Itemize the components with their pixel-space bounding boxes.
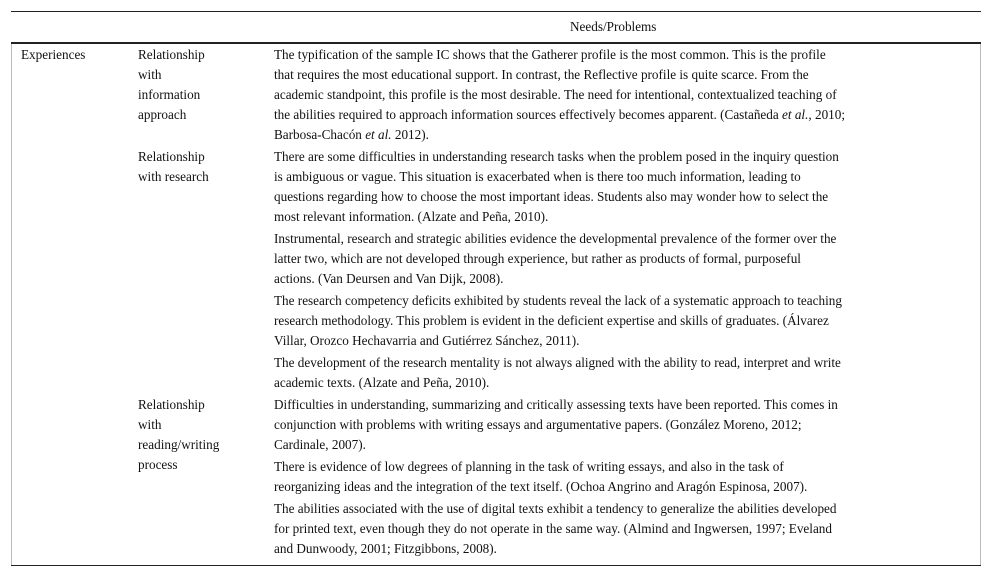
entry-line: actions. (Van Deursen and Van Dijk, 2008).	[274, 271, 504, 286]
entry-line: conjunction with problems with writing essays and argumentative papers. (González Moreno, 2012;	[274, 417, 802, 432]
group-label-line: with	[138, 67, 162, 82]
table-bottom-rule	[11, 565, 981, 566]
group-label-line: approach	[138, 107, 187, 122]
entry-line: academic texts. (Alzate and Peña, 2010).	[274, 375, 490, 390]
entry-line: is ambiguous or vague. This situation is exacerbated when is there too much information, leading to	[274, 169, 801, 184]
group-label-line: Relationship	[138, 397, 205, 412]
entry-line: Barbosa-Chacón et al. 2012).	[274, 127, 429, 142]
table-top-rule	[11, 11, 981, 12]
entry-reading-writing-3	[274, 499, 974, 559]
group-label-line: reading/writing	[138, 437, 220, 452]
entry-line: reorganizing ideas and the integration of the text itself. (Ochoa Angrino and Aragón Espinosa, 2007).	[274, 479, 808, 494]
entry-line: There is evidence of low degrees of planning in the task of writing essays, and also in the task of	[274, 459, 784, 474]
entry-line: the abilities required to approach information sources effectively becomes apparent. (Castañeda et al., 2010;	[274, 107, 846, 122]
entry-line: questions regarding how to choose the most important ideas. Students also may wonder how to select the	[274, 189, 829, 204]
group-label-research	[138, 147, 258, 187]
entry-reading-writing-1	[274, 395, 974, 455]
entry-line: academic standpoint, this profile is the most desirable. The need for intentional, contextualized teaching of	[274, 87, 837, 102]
entry-research-2	[274, 229, 974, 289]
group-label-line: information	[138, 87, 201, 102]
entry-line: for printed text, even though they do not operate in the same way. (Almind and Ingwersen, 1997; Eveland	[274, 521, 832, 536]
entry-line: research methodology. This problem is evident in the deficient expertise and skills of graduates. (Álvarez	[274, 313, 829, 328]
row-label-experiences: Experiences	[21, 47, 86, 62]
entry-information-approach-1	[274, 45, 974, 145]
entry-research-4	[274, 353, 974, 393]
entry-research-3	[274, 291, 974, 351]
entry-line: The research competency deficits exhibited by students reveal the lack of a systematic approach to teaching	[274, 293, 842, 308]
entry-line: Villar, Orozco Hechavarria and Gutiérrez Sánchez, 2011).	[274, 333, 580, 348]
entry-line: The abilities associated with the use of digital texts exhibit a tendency to generalize the abilities developed	[274, 501, 837, 516]
column-header-needs-problems: Needs/Problems	[570, 19, 657, 34]
entry-line: The typification of the sample IC shows that the Gatherer profile is the most common. This is the profile	[274, 47, 826, 62]
entry-line: latter two, which are not developed through experience, but rather as products of formal, purposeful	[274, 251, 801, 266]
group-label-reading-writing	[138, 395, 258, 475]
entry-line: There are some difficulties in understanding research tasks when the problem posed in the inquiry question	[274, 149, 839, 164]
group-label-line: process	[138, 457, 178, 472]
entry-line: Cardinale, 2007).	[274, 437, 366, 452]
entry-research-1	[274, 147, 974, 227]
entry-line: most relevant information. (Alzate and Peña, 2010).	[274, 209, 549, 224]
group-label-line: Relationship	[138, 47, 205, 62]
entry-line: Instrumental, research and strategic abilities evidence the developmental prevalence of the former over the	[274, 231, 837, 246]
entry-line: and Dunwoody, 2001; Fitzgibbons, 2008).	[274, 541, 497, 556]
group-label-line: with research	[138, 169, 209, 184]
group-label-information-approach	[138, 45, 258, 125]
entry-line: The development of the research mentality is not always aligned with the ability to read, interpret and write	[274, 355, 841, 370]
group-label-line: with	[138, 417, 162, 432]
table-left-border	[11, 44, 12, 565]
table-header-rule	[11, 42, 981, 44]
table-right-border	[980, 44, 981, 565]
entry-line: Difficulties in understanding, summarizing and critically assessing texts have been reported. This comes in	[274, 397, 838, 412]
group-label-line: Relationship	[138, 149, 205, 164]
entry-reading-writing-2	[274, 457, 974, 497]
entry-line: that requires the most educational support. In contrast, the Reflective profile is quite scarce. From the	[274, 67, 809, 82]
